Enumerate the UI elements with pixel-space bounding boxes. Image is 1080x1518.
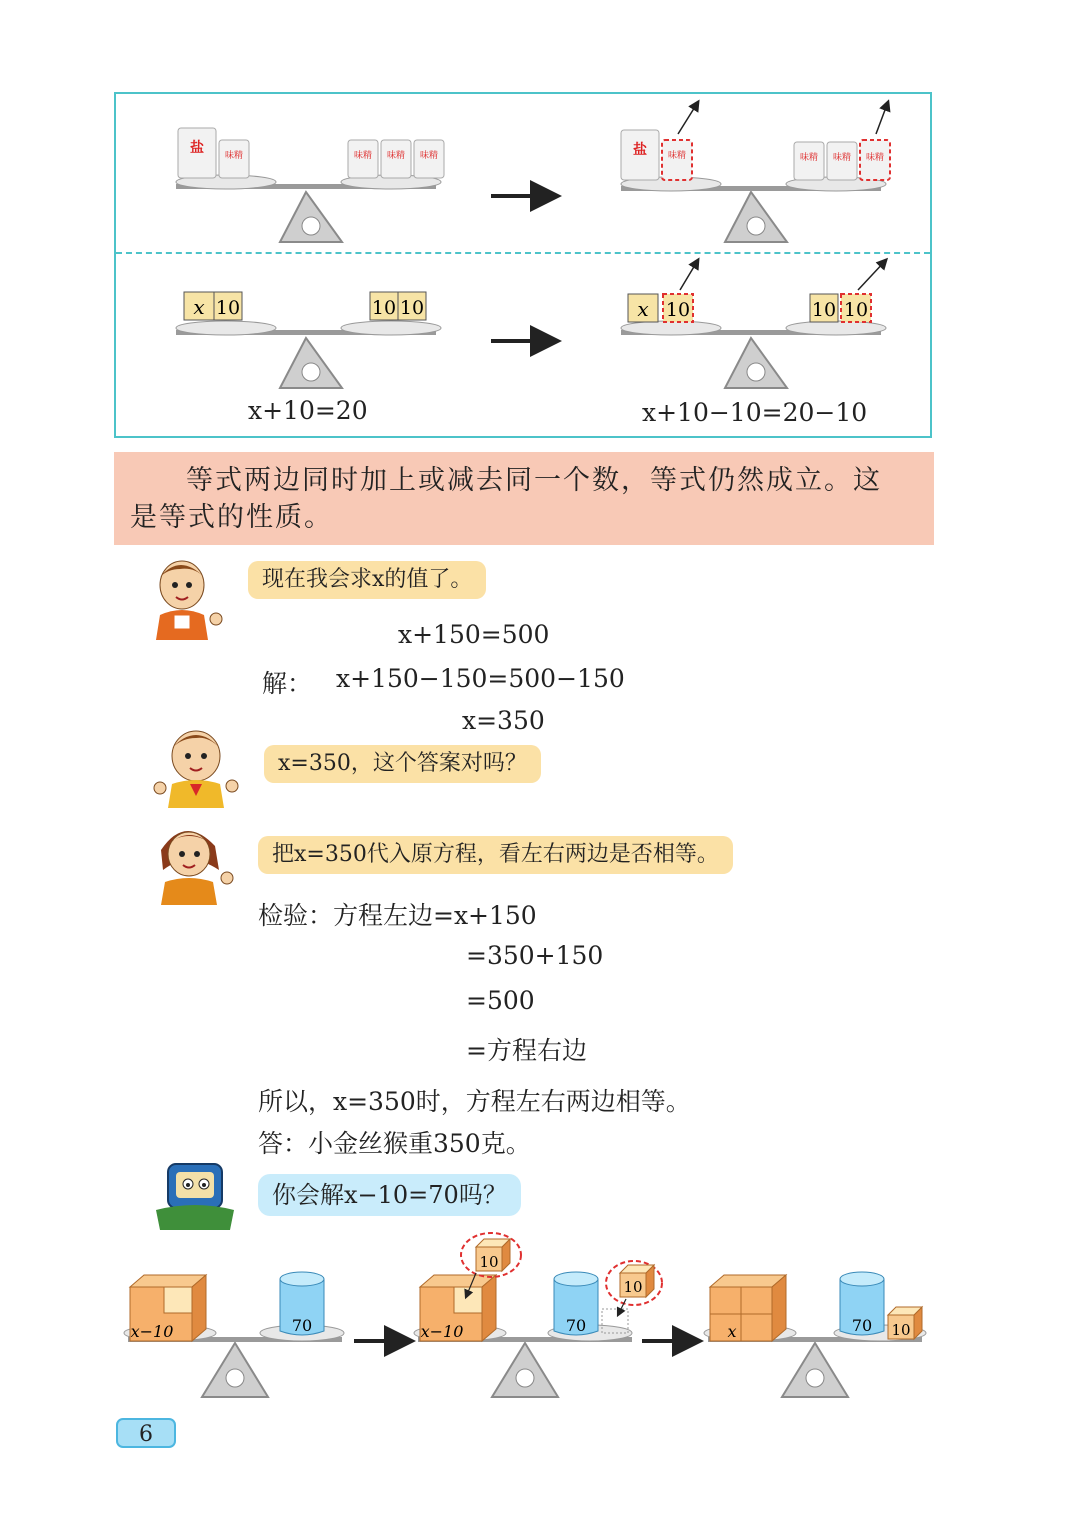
solve-label: 解： [262,669,313,698]
solve-step2: x=350 [462,706,545,735]
answer-line: 答：小金丝猴重350克。 [258,1129,531,1158]
svg-text:70: 70 [565,1316,587,1335]
speech-bubble-robot: 你会解x−10=70吗？ [258,1174,521,1216]
svg-text:味精: 味精 [353,151,373,161]
check-line2: =350+150 [466,941,604,970]
svg-text:味精: 味精 [832,153,852,163]
svg-text:味精: 味精 [667,151,687,161]
equation-after: x+10−10=20−10 [642,398,868,427]
speech-bubble-boy2: x=350，这个答案对吗？ [264,745,541,783]
svg-text:10: 10 [215,297,241,319]
svg-text:x−10: x−10 [130,1322,174,1341]
svg-text:10: 10 [843,299,869,321]
rule-line-1: 等式两边同时加上或减去同一个数，等式仍然成立。这 [186,465,882,496]
svg-text:10: 10 [623,1278,643,1296]
check-line1: 检验：方程左边=x+150 [258,901,537,930]
msg-bag [219,140,249,178]
svg-text:味精: 味精 [799,153,819,163]
boy2-character-icon [150,726,242,808]
msg-bag [348,140,444,178]
bottom-scale-2 [414,1233,662,1397]
svg-text:70: 70 [291,1316,313,1335]
svg-text:10: 10 [371,297,397,319]
svg-text:10: 10 [399,297,425,319]
svg-text:味精: 味精 [419,151,439,161]
girl-character-icon [155,820,240,905]
svg-text:x: x [637,297,649,321]
page-number: 6 [116,1418,176,1448]
bottom-scale-3 [704,1272,926,1397]
svg-text:味精: 味精 [865,153,885,163]
scale-row2-left [176,292,441,388]
svg-text:盐: 盐 [190,140,204,156]
svg-text:10: 10 [811,299,837,321]
svg-text:x: x [727,1322,737,1341]
scale-row1-right [621,102,890,242]
svg-text:味精: 味精 [224,151,244,161]
equation-before: x+10=20 [248,396,368,425]
check-line3: =500 [466,986,535,1015]
svg-text:味精: 味精 [386,151,406,161]
scale-row2-right [621,260,886,388]
svg-text:盐: 盐 [633,142,647,158]
balance-illustrations [116,94,930,436]
salt-bag [178,128,216,178]
speech-bubble-boy1: 现在我会求x的值了。 [248,561,486,599]
bottom-balance-illustrations [120,1225,940,1405]
scale-row1-left [176,128,444,242]
bottom-scale-1 [124,1272,344,1397]
svg-text:10: 10 [665,299,691,321]
svg-text:10: 10 [479,1253,499,1271]
check-conclusion: 所以，x=350时，方程左右两边相等。 [258,1087,691,1116]
svg-text:70: 70 [851,1316,873,1335]
svg-text:x: x [193,295,205,319]
boy-character-icon [150,555,230,640]
check-line4: =方程右边 [466,1036,587,1065]
equality-property-box [114,452,934,545]
robot-character-icon [150,1160,240,1232]
equation-main: x+150=500 [398,620,550,649]
solve-step1: x+150−150=500−150 [336,664,625,693]
svg-text:10: 10 [891,1321,911,1339]
speech-bubble-girl: 把x=350代入原方程，看左右两边是否相等。 [258,836,733,874]
rule-line-2: 是等式的性质。 [130,502,333,533]
svg-text:x−10: x−10 [420,1322,464,1341]
